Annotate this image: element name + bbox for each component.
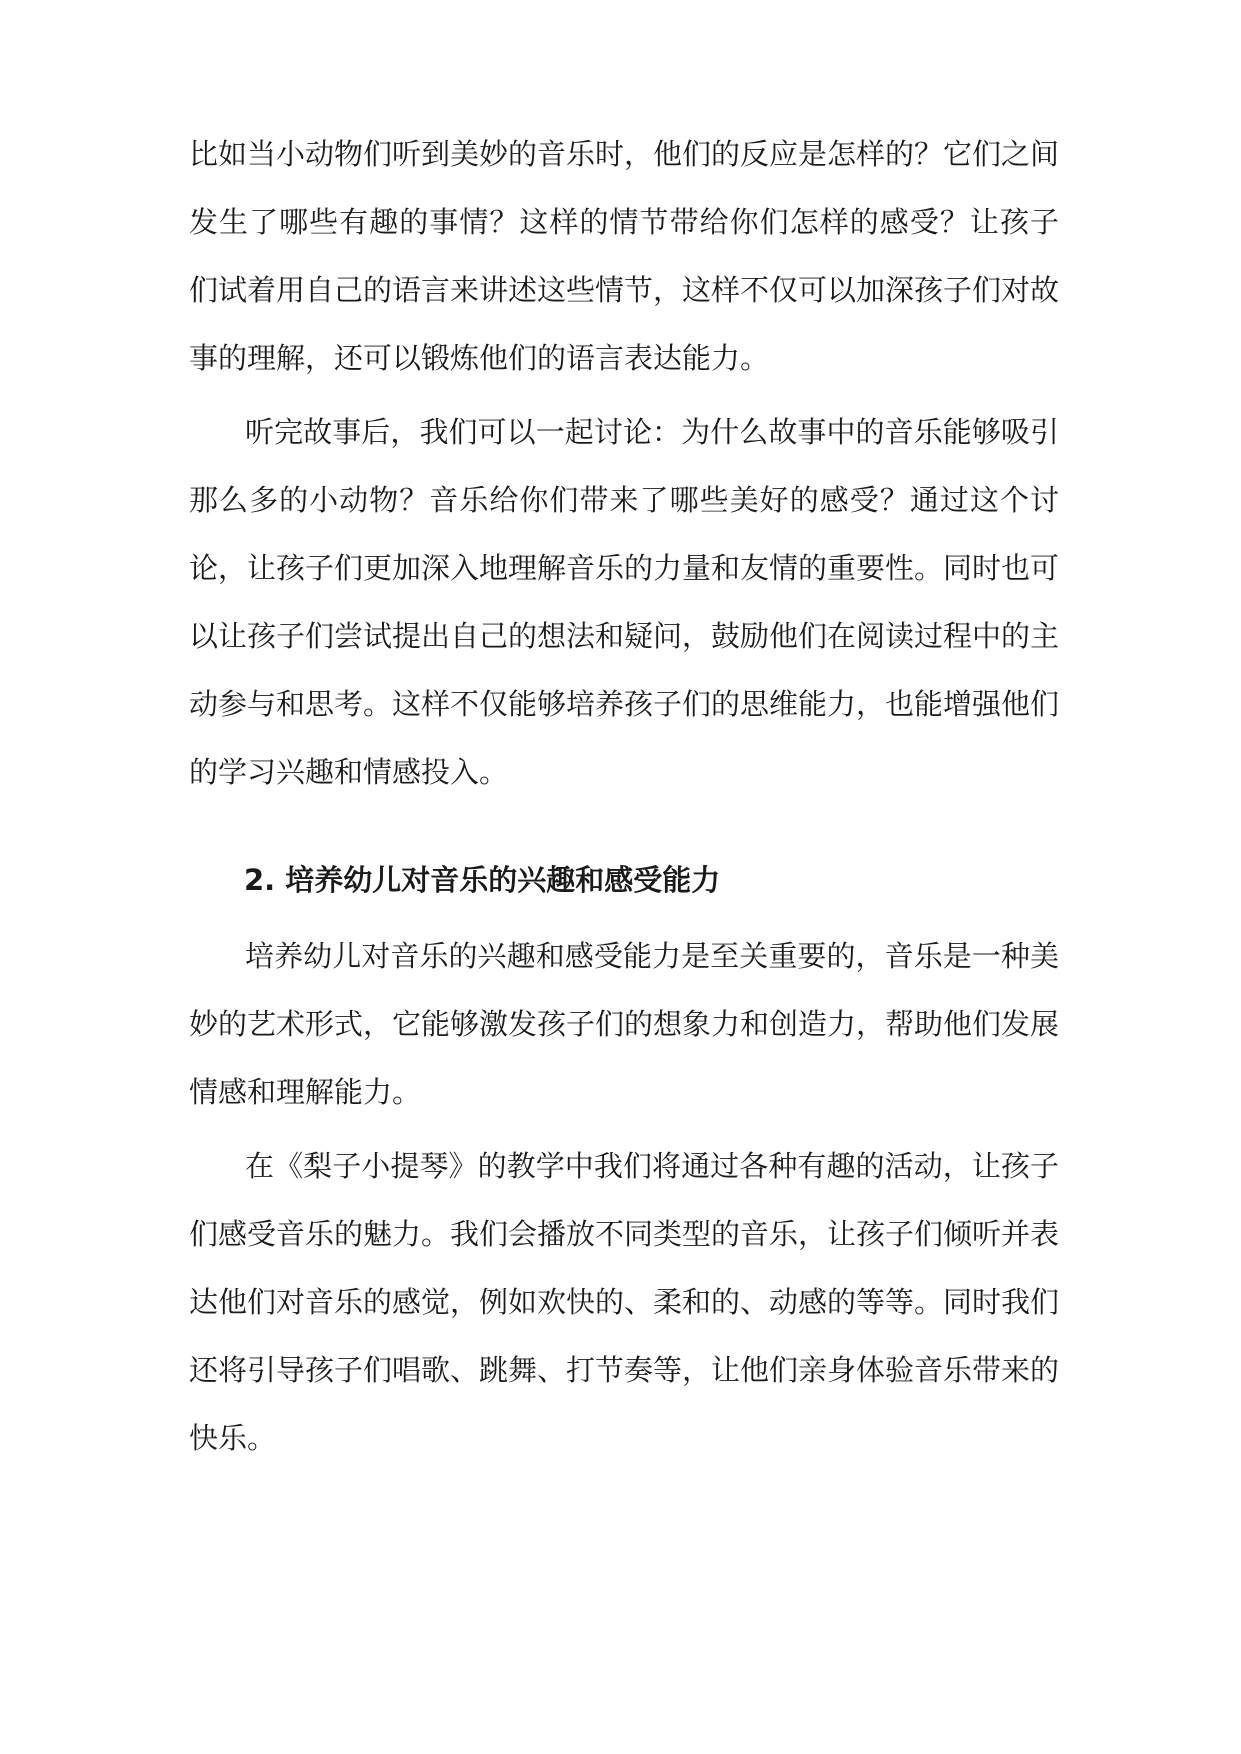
paragraph-2-line-6: 的学习兴趣和情感投入。 xyxy=(189,755,509,789)
paragraph-1-line-4: 事的理解，还可以锻炼他们的语言表达能力。 xyxy=(189,341,770,375)
paragraph-2-line-1: 听完故事后，我们可以一起讨论：为什么故事中的音乐能够吸引 xyxy=(245,415,1059,449)
paragraph-2-line-2: 那么多的小动物？音乐给你们带来了哪些美好的感受？通过这个讨 xyxy=(189,483,1059,517)
section-heading: 2. 培养幼儿对音乐的兴趣和感受能力 xyxy=(244,863,721,897)
paragraph-2-line-4: 以让孩子们尝试提出自己的想法和疑问，鼓励他们在阅读过程中的主 xyxy=(189,619,1060,653)
paragraph-3-line-3: 情感和理解能力。 xyxy=(189,1075,422,1109)
paragraph-1-line-1: 比如当小动物们听到美妙的音乐时，他们的反应是怎样的？它们之间 xyxy=(189,137,1060,171)
paragraph-1-line-2: 发生了哪些有趣的事情？这样的情节带给你们怎样的感受？让孩子 xyxy=(189,205,1059,239)
paragraph-4-line-4: 还将引导孩子们唱歌、跳舞、打节奏等，让他们亲身体验音乐带来的 xyxy=(189,1353,1060,1387)
paragraph-2-line-3: 论，让孩子们更加深入地理解音乐的力量和友情的重要性。同时也可 xyxy=(189,551,1060,585)
paragraph-4-line-5: 快乐。 xyxy=(189,1421,277,1455)
paragraph-3-line-1: 培养幼儿对音乐的兴趣和感受能力是至关重要的，音乐是一种美 xyxy=(245,939,1059,973)
paragraph-2-line-5: 动参与和思考。这样不仅能够培养孩子们的思维能力，也能增强他们 xyxy=(189,687,1060,721)
paragraph-4-line-1: 在《梨子小提琴》的教学中我们将通过各种有趣的活动，让孩子 xyxy=(245,1149,1059,1183)
paragraph-4-line-2: 们感受音乐的魅力。我们会播放不同类型的音乐，让孩子们倾听并表 xyxy=(189,1217,1060,1251)
paragraph-1-line-3: 们试着用自己的语言来讲述这些情节，这样不仅可以加深孩子们对故 xyxy=(189,273,1060,307)
paragraph-3-line-2: 妙的艺术形式，它能够激发孩子们的想象力和创造力，帮助他们发展 xyxy=(189,1007,1060,1041)
paragraph-4-line-3: 达他们对音乐的感觉，例如欢快的、柔和的、动感的等等。同时我们 xyxy=(189,1285,1060,1319)
